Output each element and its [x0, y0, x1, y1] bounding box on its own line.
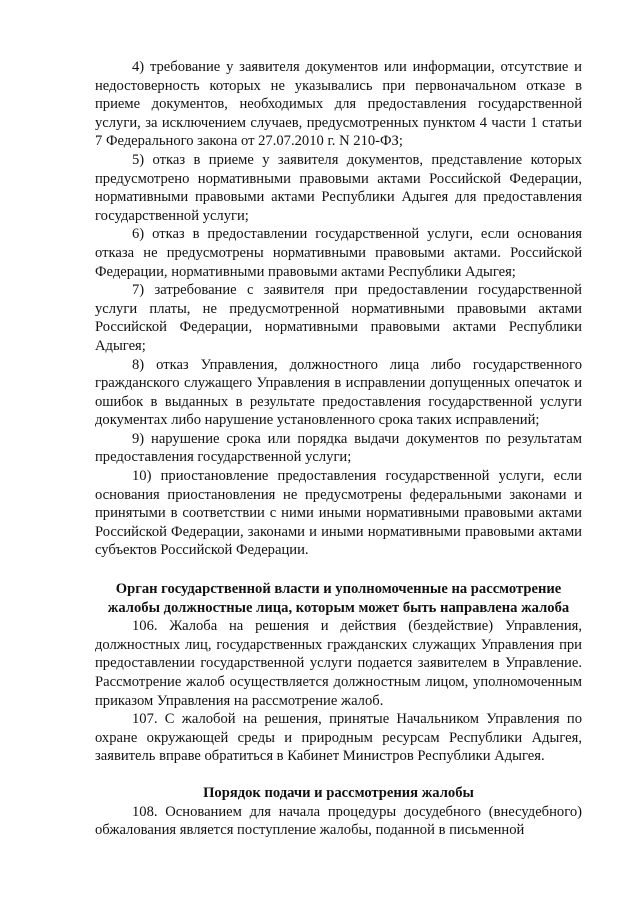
list-item-9: 9) нарушение срока или порядка выдачи документов по результатам предоставления государственной услуги;: [95, 430, 582, 466]
list-item-10: 10) приостановление предоставления государственной услуги, если основания приостановления не предусмотрены федеральными законами и принятыми в соответствии с ними иными нормативными правовыми актами Российской Федерации, законами и иными нормативными правовыми актами субъектов Российской Федерации.: [95, 468, 582, 559]
section-heading-complaint-recipients: Орган государственной власти и уполномоченные на рассмотрение жалобы должностные лица, которым может быть направлена жалоба: [107, 581, 570, 616]
list-item-8: 8) отказ Управления, должностного лица либо государственного гражданского служащего Управления в исправлении допущенных опечаток и ошибок в выданных в результате предоставления государственной услуги документах либо нарушение установленного срока таких исправлений;: [95, 356, 582, 429]
paragraph-107: 107. С жалобой на решения, принятые Начальником Управления по охране окружающей среды и природным ресурсам Республики Адыгея, заявитель вправе обратиться в Кабинет Министров Республики Адыгея.: [95, 711, 582, 765]
list-item-4: 4) требование у заявителя документов или информации, отсутствие и недостоверность которых не указывались при первоначальном отказе в приеме документов, необходимых для предоставления государственной услуги, за исключением случаев, предусмотренных пунктом 4 части 1 статьи 7 Федерального закона от 27.07.2010 г. N 210-ФЗ;: [95, 59, 582, 150]
section-spacer: [95, 560, 582, 580]
list-item-7: 7) затребование с заявителя при предоставлении государственной услуги платы, не предусмотренной нормативными правовыми актами Российской Федерации, нормативными правовыми актами Республики Адыгея;: [95, 282, 582, 354]
section-spacer: [95, 766, 582, 784]
list-item-5: 5) отказ в приеме у заявителя документов, представление которых предусмотрено нормативными правовыми актами Российской Федерации, нормативными правовыми актами Республики Адыгея для предоставления государственной услуги;: [95, 151, 582, 224]
paragraph-106: 106. Жалоба на решения и действия (бездействие) Управления, должностных лиц, государственных гражданских служащих Управления при предоставлении государственной услуги подается заявителем в Управление. Рассмотрение жалоб осуществляется должностным лицом, уполномоченным приказом Управления на рассмотрение жалоб.: [95, 618, 582, 709]
paragraph-108: 108. Основанием для начала процедуры досудебного (внесудебного) обжалования является поступление жалобы, поданной в письменной: [95, 803, 582, 839]
section-heading-complaint-procedure: Порядок подачи и рассмотрения жалобы: [203, 784, 474, 801]
list-item-6: 6) отказ в предоставлении государственной услуги, если основания отказа не предусмотрены нормативными правовыми актами. Российской Федерации, нормативными правовыми актами Республики Адыгея;: [95, 226, 582, 280]
